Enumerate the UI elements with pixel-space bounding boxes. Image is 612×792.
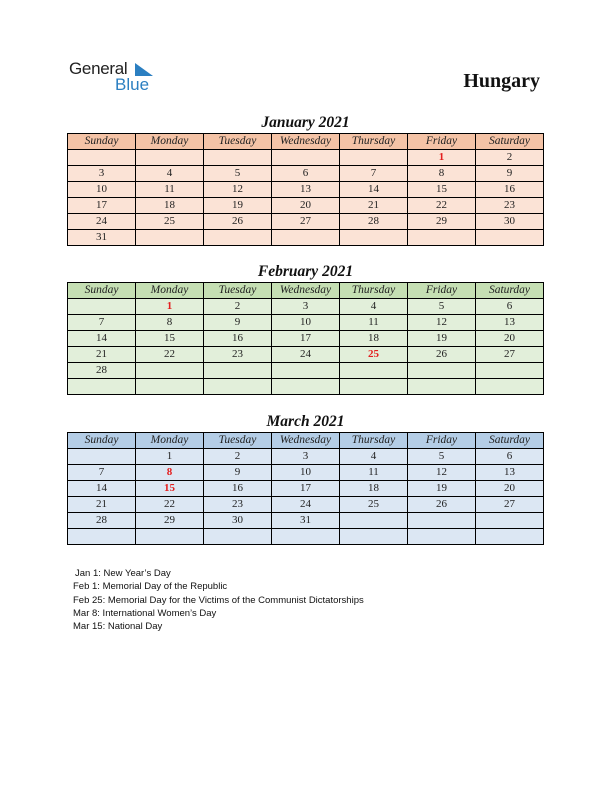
- day-cell: 18: [340, 481, 408, 497]
- day-cell: 21: [68, 497, 136, 513]
- day-cell: 19: [408, 331, 476, 347]
- day-cell: 7: [68, 465, 136, 481]
- day-cell: 26: [408, 497, 476, 513]
- day-cell: 22: [136, 497, 204, 513]
- empty-day-cell: [204, 379, 272, 395]
- day-cell: 21: [340, 198, 408, 214]
- day-cell: 16: [204, 481, 272, 497]
- day-cell: 1: [136, 299, 204, 315]
- month-grid: [67, 133, 544, 246]
- country-title: Hungary: [463, 70, 540, 92]
- weekday-header-row: [68, 283, 544, 299]
- week-row: [68, 529, 544, 545]
- day-cell: 11: [136, 182, 204, 198]
- day-cell: 13: [272, 182, 340, 198]
- month-title: January 2021: [261, 114, 350, 131]
- calendar-jan: [67, 112, 544, 246]
- empty-day-cell: [136, 150, 204, 166]
- week-row: [68, 497, 544, 513]
- day-cell: 9: [476, 166, 544, 182]
- day-cell: 14: [68, 331, 136, 347]
- week-row: [68, 331, 544, 347]
- week-row: [68, 299, 544, 315]
- empty-day-cell: [136, 230, 204, 246]
- day-cell: 20: [476, 481, 544, 497]
- month-grid: [67, 282, 544, 395]
- week-row: [68, 198, 544, 214]
- weekday-header: Thursday: [340, 283, 408, 299]
- week-row: [68, 214, 544, 230]
- holiday-note: Feb 1: Memorial Day of the Republic: [73, 581, 228, 593]
- weekday-header: Wednesday: [272, 433, 340, 449]
- day-cell: 28: [340, 214, 408, 230]
- weekday-header: Friday: [408, 433, 476, 449]
- weekday-header: Saturday: [476, 433, 544, 449]
- day-cell: 29: [136, 513, 204, 529]
- day-cell: 3: [68, 166, 136, 182]
- day-cell: 10: [272, 465, 340, 481]
- day-cell: 20: [476, 331, 544, 347]
- weekday-header: Sunday: [68, 134, 136, 150]
- day-cell: 18: [136, 198, 204, 214]
- day-cell: 17: [272, 331, 340, 347]
- empty-day-cell: [340, 529, 408, 545]
- week-row: [68, 465, 544, 481]
- day-cell: 1: [136, 449, 204, 465]
- holiday-note: Feb 25: Memorial Day for the Victims of the Communist Dictatorships: [73, 594, 364, 606]
- day-cell: 3: [272, 299, 340, 315]
- day-cell: 28: [68, 513, 136, 529]
- day-cell: 26: [204, 214, 272, 230]
- month-title: March 2021: [266, 413, 345, 430]
- day-cell: 17: [272, 481, 340, 497]
- day-cell: 3: [272, 449, 340, 465]
- empty-day-cell: [272, 363, 340, 379]
- day-cell: 6: [272, 166, 340, 182]
- day-cell: 2: [204, 449, 272, 465]
- empty-day-cell: [476, 363, 544, 379]
- week-row: [68, 166, 544, 182]
- holiday-note: Mar 8: International Women’s Day: [73, 607, 217, 619]
- day-cell: 15: [136, 331, 204, 347]
- day-cell: 4: [136, 166, 204, 182]
- day-cell: 25: [136, 214, 204, 230]
- day-cell: 7: [340, 166, 408, 182]
- day-cell: 31: [68, 230, 136, 246]
- weekday-header: Thursday: [340, 134, 408, 150]
- day-cell: 27: [272, 214, 340, 230]
- day-cell: 13: [476, 315, 544, 331]
- day-cell: 18: [340, 331, 408, 347]
- day-cell: 27: [476, 497, 544, 513]
- day-cell: 6: [476, 449, 544, 465]
- day-cell: 10: [272, 315, 340, 331]
- day-cell: 14: [340, 182, 408, 198]
- day-cell: 4: [340, 299, 408, 315]
- weekday-header: Monday: [136, 433, 204, 449]
- empty-day-cell: [408, 529, 476, 545]
- day-cell: 10: [68, 182, 136, 198]
- weekday-header: Tuesday: [204, 283, 272, 299]
- empty-day-cell: [136, 379, 204, 395]
- weekday-header: Friday: [408, 134, 476, 150]
- day-cell: 30: [204, 513, 272, 529]
- week-row: [68, 513, 544, 529]
- weekday-header: Friday: [408, 283, 476, 299]
- weekday-header: Tuesday: [204, 433, 272, 449]
- week-row: [68, 449, 544, 465]
- empty-day-cell: [340, 150, 408, 166]
- weekday-header: Wednesday: [272, 134, 340, 150]
- day-cell: 9: [204, 315, 272, 331]
- day-cell: 2: [204, 299, 272, 315]
- empty-day-cell: [272, 529, 340, 545]
- day-cell: 23: [204, 497, 272, 513]
- week-row: [68, 150, 544, 166]
- day-cell: 6: [476, 299, 544, 315]
- weekday-header: Sunday: [68, 283, 136, 299]
- weekday-header: Monday: [136, 283, 204, 299]
- day-cell: 30: [476, 214, 544, 230]
- day-cell: 24: [272, 497, 340, 513]
- day-cell: 22: [136, 347, 204, 363]
- empty-day-cell: [272, 379, 340, 395]
- empty-day-cell: [204, 363, 272, 379]
- weekday-header: Wednesday: [272, 283, 340, 299]
- empty-day-cell: [340, 230, 408, 246]
- day-cell: 12: [408, 315, 476, 331]
- day-cell: 27: [476, 347, 544, 363]
- day-cell: 8: [136, 465, 204, 481]
- empty-day-cell: [476, 529, 544, 545]
- calendar-feb: [67, 261, 544, 395]
- week-row: [68, 230, 544, 246]
- weekday-header: Monday: [136, 134, 204, 150]
- empty-day-cell: [272, 150, 340, 166]
- day-cell: 1: [408, 150, 476, 166]
- day-cell: 13: [476, 465, 544, 481]
- empty-day-cell: [340, 513, 408, 529]
- day-cell: 11: [340, 465, 408, 481]
- empty-day-cell: [204, 150, 272, 166]
- empty-day-cell: [68, 150, 136, 166]
- holiday-notes: [73, 567, 364, 633]
- month-title: February 2021: [257, 263, 354, 280]
- empty-day-cell: [68, 529, 136, 545]
- empty-day-cell: [136, 529, 204, 545]
- weekday-header-row: [68, 433, 544, 449]
- weekday-header: Saturday: [476, 283, 544, 299]
- weekday-header: Saturday: [476, 134, 544, 150]
- day-cell: 7: [68, 315, 136, 331]
- logo-text-general: General: [69, 59, 128, 78]
- empty-day-cell: [476, 230, 544, 246]
- weekday-header: Tuesday: [204, 134, 272, 150]
- day-cell: 19: [204, 198, 272, 214]
- week-row: [68, 481, 544, 497]
- day-cell: 17: [68, 198, 136, 214]
- day-cell: 2: [476, 150, 544, 166]
- empty-day-cell: [136, 363, 204, 379]
- logo-text-blue: Blue: [115, 75, 150, 94]
- day-cell: 5: [204, 166, 272, 182]
- weekday-header-row: [68, 134, 544, 150]
- empty-day-cell: [408, 230, 476, 246]
- day-cell: 31: [272, 513, 340, 529]
- day-cell: 9: [204, 465, 272, 481]
- holiday-note: Jan 1: New Year’s Day: [75, 568, 171, 579]
- empty-day-cell: [340, 379, 408, 395]
- empty-day-cell: [476, 379, 544, 395]
- day-cell: 8: [408, 166, 476, 182]
- day-cell: 28: [68, 363, 136, 379]
- empty-day-cell: [68, 449, 136, 465]
- day-cell: 15: [136, 481, 204, 497]
- month-grid: [67, 432, 544, 545]
- week-row: [68, 363, 544, 379]
- day-cell: 21: [68, 347, 136, 363]
- day-cell: 26: [408, 347, 476, 363]
- day-cell: 23: [476, 198, 544, 214]
- empty-day-cell: [272, 230, 340, 246]
- day-cell: 24: [272, 347, 340, 363]
- empty-day-cell: [68, 379, 136, 395]
- week-row: [68, 315, 544, 331]
- day-cell: 23: [204, 347, 272, 363]
- day-cell: 20: [272, 198, 340, 214]
- week-row: [68, 379, 544, 395]
- generalblue-logo: [69, 59, 150, 94]
- day-cell: 8: [136, 315, 204, 331]
- empty-day-cell: [340, 363, 408, 379]
- day-cell: 16: [476, 182, 544, 198]
- day-cell: 19: [408, 481, 476, 497]
- holiday-note: Mar 15: National Day: [73, 621, 163, 633]
- day-cell: 11: [340, 315, 408, 331]
- day-cell: 5: [408, 449, 476, 465]
- week-row: [68, 347, 544, 363]
- day-cell: 4: [340, 449, 408, 465]
- day-cell: 12: [204, 182, 272, 198]
- day-cell: 14: [68, 481, 136, 497]
- empty-day-cell: [204, 230, 272, 246]
- empty-day-cell: [408, 363, 476, 379]
- empty-day-cell: [476, 513, 544, 529]
- day-cell: 5: [408, 299, 476, 315]
- week-row: [68, 182, 544, 198]
- day-cell: 12: [408, 465, 476, 481]
- empty-day-cell: [68, 299, 136, 315]
- day-cell: 29: [408, 214, 476, 230]
- empty-day-cell: [204, 529, 272, 545]
- empty-day-cell: [408, 513, 476, 529]
- day-cell: 25: [340, 497, 408, 513]
- weekday-header: Sunday: [68, 433, 136, 449]
- day-cell: 22: [408, 198, 476, 214]
- day-cell: 16: [204, 331, 272, 347]
- day-cell: 15: [408, 182, 476, 198]
- calendar-mar: [67, 411, 544, 545]
- day-cell: 24: [68, 214, 136, 230]
- empty-day-cell: [408, 379, 476, 395]
- day-cell: 25: [340, 347, 408, 363]
- weekday-header: Thursday: [340, 433, 408, 449]
